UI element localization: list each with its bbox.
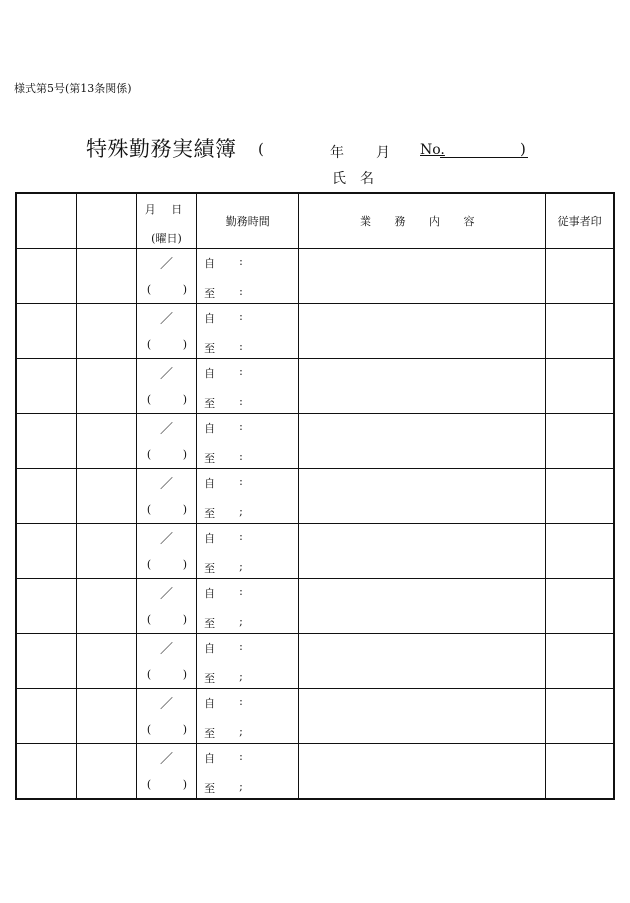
month-label: 月 bbox=[376, 145, 390, 161]
time-to-label: 至 bbox=[204, 342, 216, 355]
date-slash: ／ bbox=[159, 422, 173, 437]
time-to-label: 至 bbox=[204, 617, 216, 630]
time-from-colon: : bbox=[239, 365, 243, 378]
cell-work-content[interactable] bbox=[299, 414, 546, 469]
cell-date[interactable] bbox=[136, 524, 196, 579]
cell-work-hours[interactable] bbox=[197, 579, 299, 634]
cell-date[interactable] bbox=[136, 414, 196, 469]
weekday-paren-left: ( bbox=[146, 338, 152, 351]
date-slash: ／ bbox=[159, 532, 173, 547]
cell-date[interactable] bbox=[136, 744, 196, 800]
cell-blank-1[interactable] bbox=[16, 524, 76, 579]
weekday-paren-right: ) bbox=[182, 778, 188, 791]
header-weekday: (曜日) bbox=[151, 232, 182, 245]
cell-date[interactable] bbox=[136, 634, 196, 689]
cell-worker-seal[interactable] bbox=[546, 524, 614, 579]
number-label: No. bbox=[420, 142, 445, 158]
cell-worker-seal[interactable] bbox=[546, 469, 614, 524]
time-to-label: 至 bbox=[204, 562, 216, 575]
work-record-table bbox=[15, 192, 615, 800]
time-to-colon: ; bbox=[239, 670, 243, 683]
cell-blank-1[interactable] bbox=[16, 469, 76, 524]
time-to-colon: : bbox=[239, 285, 243, 298]
weekday-paren-right: ) bbox=[182, 668, 188, 681]
weekday-paren-right: ) bbox=[182, 393, 188, 406]
weekday-paren-right: ) bbox=[182, 338, 188, 351]
cell-date[interactable] bbox=[136, 249, 196, 304]
table-row bbox=[16, 634, 614, 689]
weekday-paren-left: ( bbox=[146, 613, 152, 626]
weekday-paren-left: ( bbox=[146, 778, 152, 791]
date-slash: ／ bbox=[159, 312, 173, 327]
cell-blank-2[interactable] bbox=[76, 469, 136, 524]
cell-blank-1[interactable] bbox=[16, 359, 76, 414]
date-slash: ／ bbox=[159, 697, 173, 712]
cell-date[interactable] bbox=[136, 689, 196, 744]
weekday-paren-left: ( bbox=[146, 503, 152, 516]
title-paren-close: ) bbox=[520, 140, 526, 158]
time-from-colon: : bbox=[239, 585, 243, 598]
cell-date[interactable] bbox=[136, 469, 196, 524]
cell-blank-2[interactable] bbox=[76, 359, 136, 414]
time-from-label: 自 bbox=[204, 587, 216, 600]
header-month-day: 月 日 bbox=[144, 203, 189, 216]
time-from-colon: : bbox=[239, 475, 243, 488]
table-row bbox=[16, 469, 614, 524]
table-row bbox=[16, 304, 614, 359]
cell-blank-2[interactable] bbox=[76, 744, 136, 800]
time-to-colon: ; bbox=[239, 780, 243, 793]
title-paren-open: ( bbox=[258, 140, 264, 158]
weekday-paren-left: ( bbox=[146, 448, 152, 461]
cell-blank-1[interactable] bbox=[16, 744, 76, 800]
time-from-label: 自 bbox=[204, 642, 216, 655]
table-row bbox=[16, 359, 614, 414]
time-from-colon: : bbox=[239, 750, 243, 763]
cell-worker-seal[interactable] bbox=[546, 249, 614, 304]
cell-work-hours[interactable] bbox=[197, 414, 299, 469]
table-row bbox=[16, 524, 614, 579]
time-from-label: 自 bbox=[204, 422, 216, 435]
time-to-label: 至 bbox=[204, 287, 216, 300]
cell-blank-1[interactable] bbox=[16, 304, 76, 359]
cell-work-content[interactable] bbox=[299, 689, 546, 744]
cell-blank-2[interactable] bbox=[76, 689, 136, 744]
cell-blank-1[interactable] bbox=[16, 249, 76, 304]
time-from-label: 自 bbox=[204, 532, 216, 545]
cell-work-content[interactable] bbox=[299, 744, 546, 800]
cell-blank-2[interactable] bbox=[76, 249, 136, 304]
cell-blank-1[interactable] bbox=[16, 689, 76, 744]
time-from-colon: : bbox=[239, 640, 243, 653]
time-from-colon: : bbox=[239, 695, 243, 708]
table-row bbox=[16, 579, 614, 634]
weekday-paren-right: ) bbox=[182, 448, 188, 461]
cell-work-hours[interactable] bbox=[197, 469, 299, 524]
header-date bbox=[136, 193, 196, 249]
cell-worker-seal[interactable] bbox=[546, 579, 614, 634]
header-work-content: 業 務 内 容 bbox=[299, 193, 546, 249]
weekday-paren-right: ) bbox=[182, 503, 188, 516]
cell-work-content[interactable] bbox=[299, 634, 546, 689]
cell-work-content[interactable] bbox=[299, 579, 546, 634]
time-from-label: 自 bbox=[204, 257, 216, 270]
cell-blank-2[interactable] bbox=[76, 524, 136, 579]
time-from-label: 自 bbox=[204, 367, 216, 380]
cell-blank-2[interactable] bbox=[76, 634, 136, 689]
cell-work-hours[interactable] bbox=[197, 304, 299, 359]
weekday-paren-left: ( bbox=[146, 723, 152, 736]
weekday-paren-left: ( bbox=[146, 558, 152, 571]
header-blank-2 bbox=[76, 193, 136, 249]
date-slash: ／ bbox=[159, 752, 173, 767]
time-to-colon: ; bbox=[239, 505, 243, 518]
weekday-paren-left: ( bbox=[146, 393, 152, 406]
cell-work-content[interactable] bbox=[299, 249, 546, 304]
weekday-paren-right: ) bbox=[182, 723, 188, 736]
weekday-paren-left: ( bbox=[146, 668, 152, 681]
time-from-colon: : bbox=[239, 255, 243, 268]
time-from-label: 自 bbox=[204, 697, 216, 710]
cell-work-hours[interactable] bbox=[197, 359, 299, 414]
cell-blank-2[interactable] bbox=[76, 414, 136, 469]
weekday-paren-right: ) bbox=[182, 613, 188, 626]
cell-worker-seal[interactable] bbox=[546, 304, 614, 359]
cell-worker-seal[interactable] bbox=[546, 744, 614, 800]
cell-work-content[interactable] bbox=[299, 304, 546, 359]
form-number-label: 様式第5号(第13条関係) bbox=[14, 82, 132, 95]
cell-blank-2[interactable] bbox=[76, 579, 136, 634]
time-to-colon: ; bbox=[239, 615, 243, 628]
cell-work-hours[interactable] bbox=[197, 524, 299, 579]
time-to-colon: ; bbox=[239, 560, 243, 573]
time-to-label: 至 bbox=[204, 672, 216, 685]
cell-work-content[interactable] bbox=[299, 359, 546, 414]
table-row bbox=[16, 414, 614, 469]
time-to-colon: : bbox=[239, 340, 243, 353]
time-to-label: 至 bbox=[204, 397, 216, 410]
time-from-colon: : bbox=[239, 310, 243, 323]
time-from-label: 自 bbox=[204, 312, 216, 325]
cell-date[interactable] bbox=[136, 359, 196, 414]
cell-worker-seal[interactable] bbox=[546, 414, 614, 469]
weekday-paren-right: ) bbox=[182, 558, 188, 571]
table-row bbox=[16, 689, 614, 744]
time-to-label: 至 bbox=[204, 507, 216, 520]
date-slash: ／ bbox=[159, 587, 173, 602]
date-slash: ／ bbox=[159, 367, 173, 382]
time-to-colon: : bbox=[239, 395, 243, 408]
number-field bbox=[420, 142, 445, 158]
time-from-colon: : bbox=[239, 530, 243, 543]
table-header-row bbox=[16, 193, 614, 249]
header-worker-seal: 従事者印 bbox=[546, 193, 614, 249]
header-work-hours: 勤務時間 bbox=[197, 193, 299, 249]
cell-work-hours[interactable] bbox=[197, 744, 299, 800]
cell-work-content[interactable] bbox=[299, 524, 546, 579]
cell-worker-seal[interactable] bbox=[546, 634, 614, 689]
cell-blank-1[interactable] bbox=[16, 579, 76, 634]
cell-work-hours[interactable] bbox=[197, 634, 299, 689]
year-label: 年 bbox=[330, 145, 344, 161]
time-to-label: 至 bbox=[204, 452, 216, 465]
time-from-label: 自 bbox=[204, 752, 216, 765]
date-slash: ／ bbox=[159, 477, 173, 492]
time-from-label: 自 bbox=[204, 477, 216, 490]
time-to-colon: : bbox=[239, 450, 243, 463]
cell-work-hours[interactable] bbox=[197, 249, 299, 304]
cell-work-content[interactable] bbox=[299, 469, 546, 524]
cell-blank-1[interactable] bbox=[16, 634, 76, 689]
table-row bbox=[16, 744, 614, 800]
number-underline bbox=[440, 157, 528, 158]
cell-work-hours[interactable] bbox=[197, 689, 299, 744]
cell-worker-seal[interactable] bbox=[546, 689, 614, 744]
time-to-label: 至 bbox=[204, 727, 216, 740]
name-label: 氏名 bbox=[332, 171, 388, 187]
time-to-label: 至 bbox=[204, 782, 216, 795]
weekday-paren-right: ) bbox=[182, 283, 188, 296]
page-title: 特殊勤務実績簿 bbox=[86, 137, 237, 161]
cell-date[interactable] bbox=[136, 579, 196, 634]
cell-date[interactable] bbox=[136, 304, 196, 359]
date-slash: ／ bbox=[159, 257, 173, 272]
cell-blank-2[interactable] bbox=[76, 304, 136, 359]
table-row bbox=[16, 249, 614, 304]
weekday-paren-left: ( bbox=[146, 283, 152, 296]
cell-blank-1[interactable] bbox=[16, 414, 76, 469]
header-blank-1 bbox=[16, 193, 76, 249]
date-slash: ／ bbox=[159, 642, 173, 657]
time-from-colon: : bbox=[239, 420, 243, 433]
cell-worker-seal[interactable] bbox=[546, 359, 614, 414]
time-to-colon: ; bbox=[239, 725, 243, 738]
